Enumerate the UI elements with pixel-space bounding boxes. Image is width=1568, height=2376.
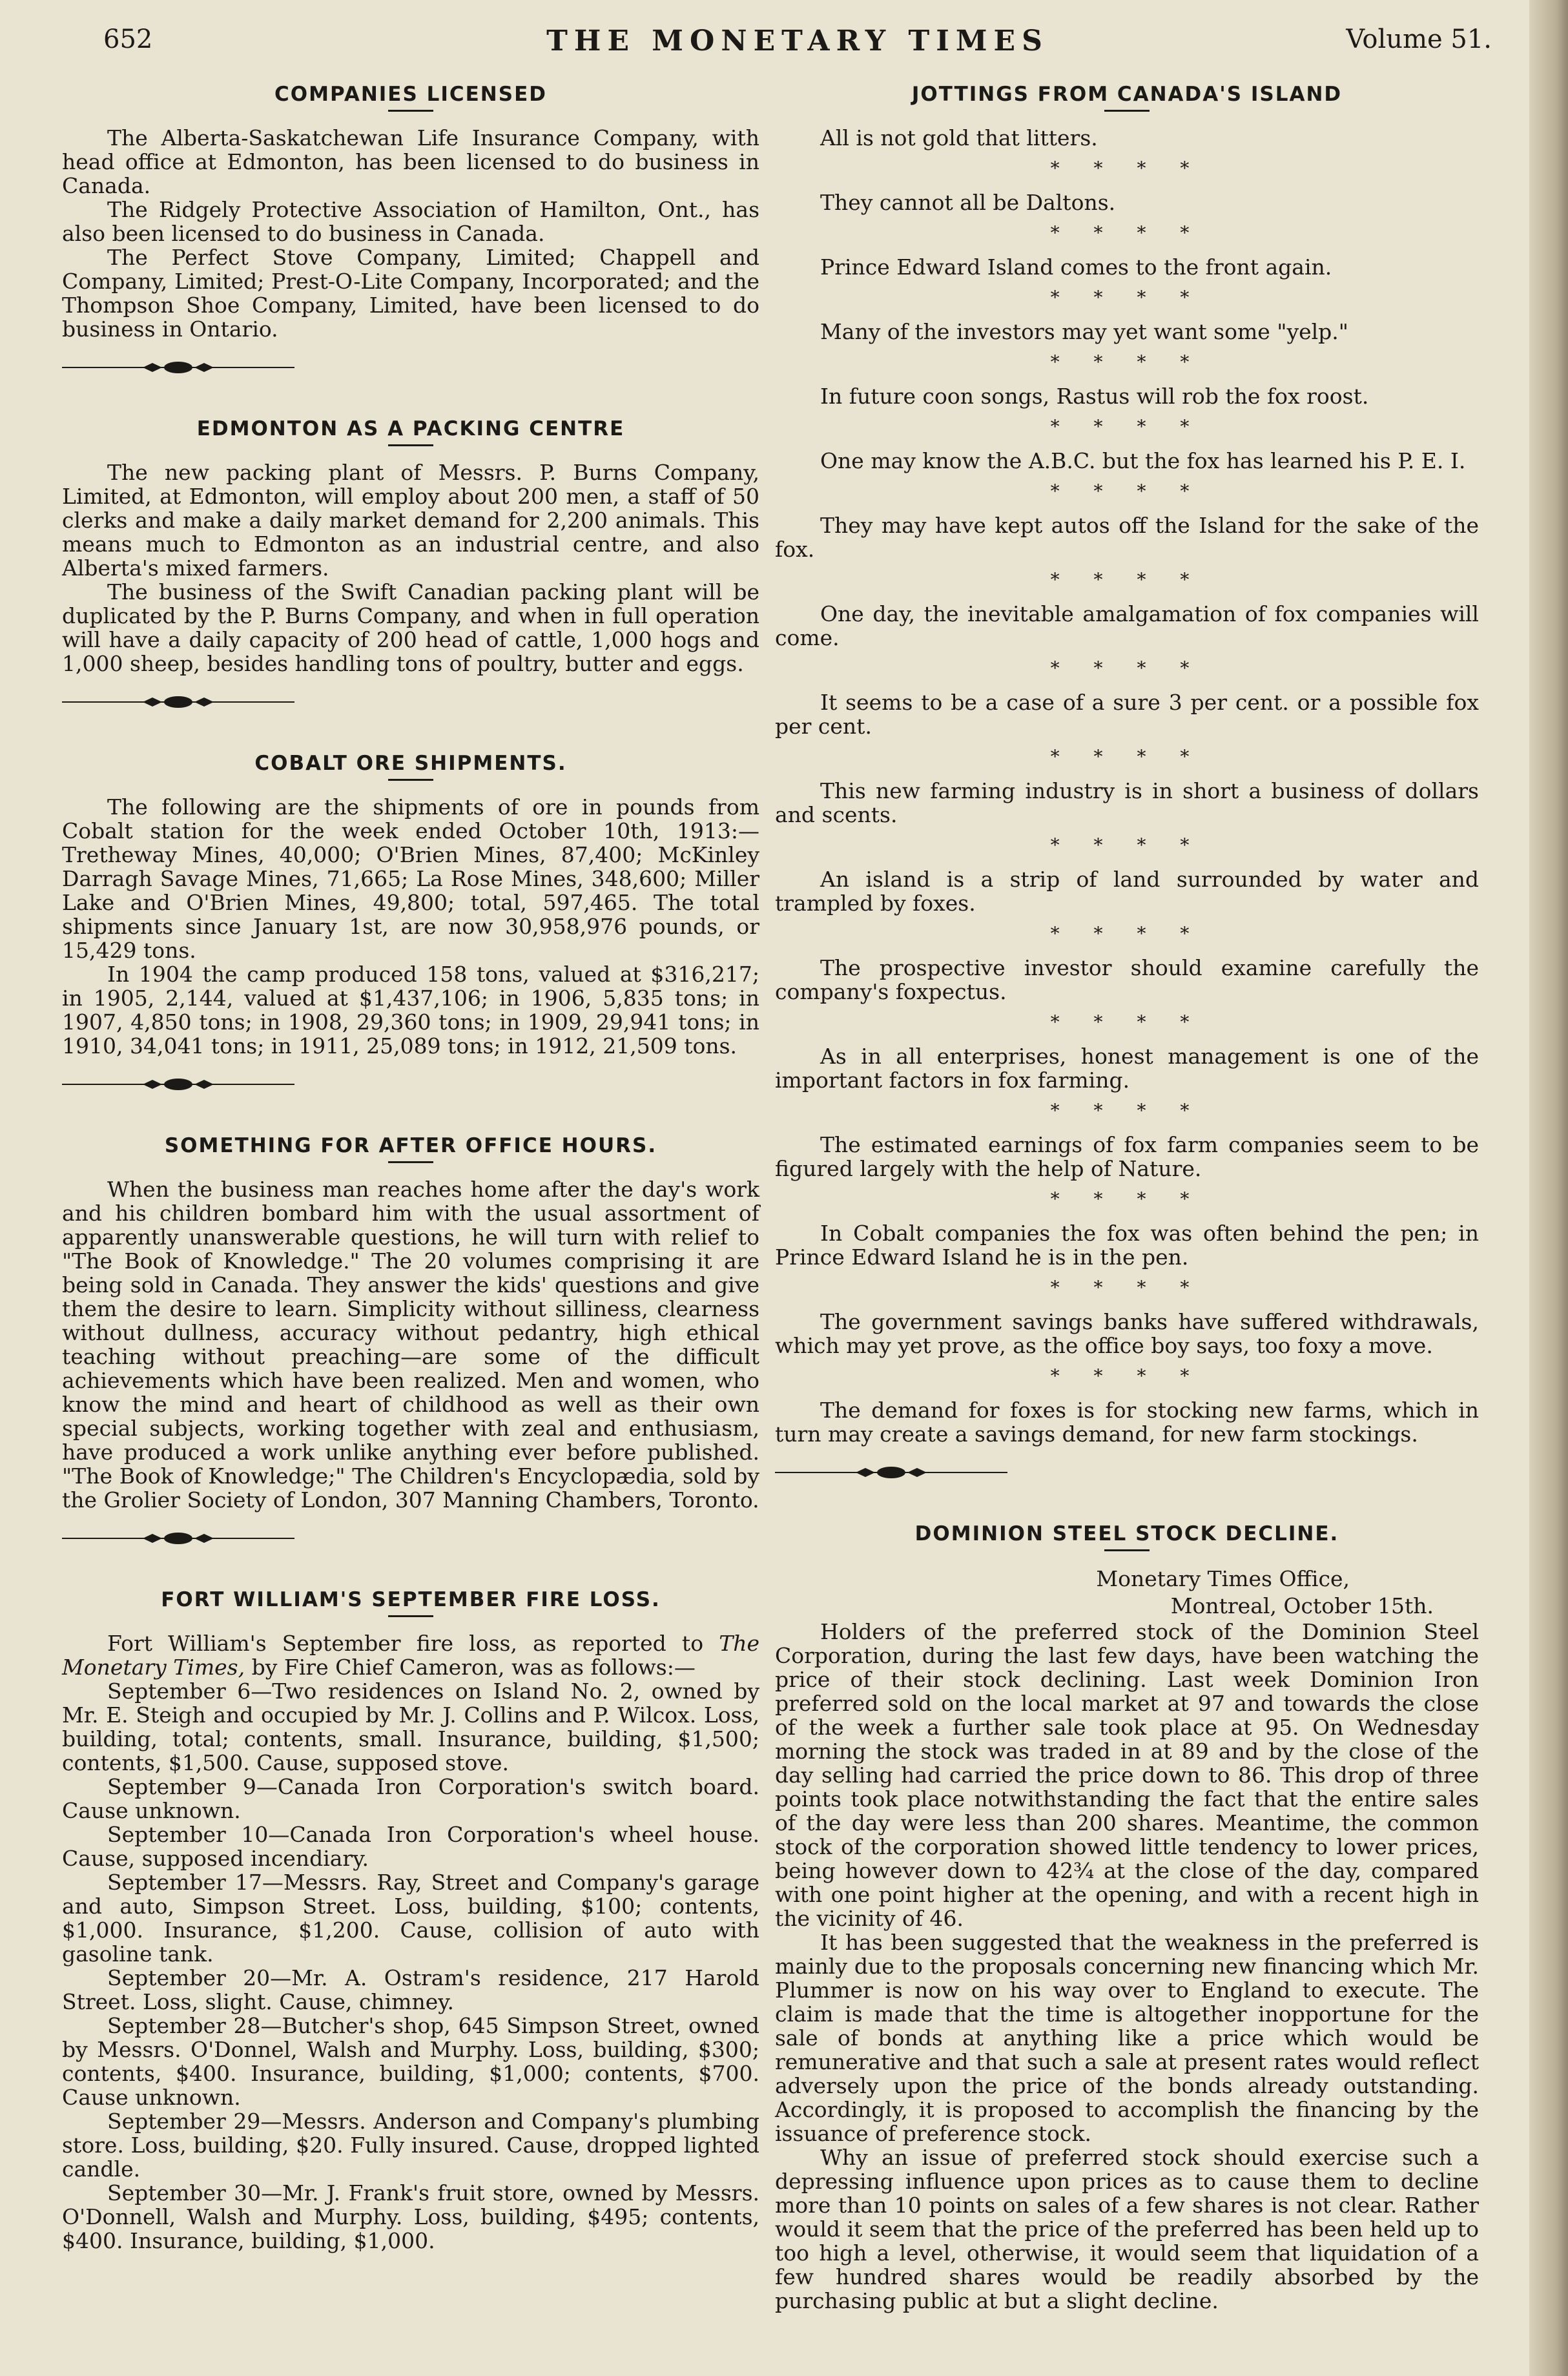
star-separator: * * * * <box>1050 1188 1204 1210</box>
article-paragraph: It has been suggested that the weakness in the preferred is mainly due to the proposals concerning new financing which Mr. Plummer is now on his way over to England to execute. The claim is made that the time is altogether inopportune for the sale of bonds at anything like a price which would be remunerative and that such a sale at present rates would reflect adversely upon the price of the bonds already outstanding. Accordingly, it is proposed to accomplish the financing by the issuance of preference stock. <box>775 1930 1479 2146</box>
title-rule <box>388 444 433 446</box>
title-rule <box>388 1161 433 1163</box>
star-separator: * * * * <box>1050 1277 1204 1298</box>
title-rule <box>388 110 433 112</box>
jotting-item: It seems to be a case of a sure 3 per cent. or a possible fox per cent. <box>775 690 1479 739</box>
jottings-list <box>775 126 1479 1446</box>
publication-name: The Monetary Times, <box>62 1631 759 1680</box>
jottings-article <box>775 83 1479 1504</box>
article-title: SOMETHING FOR AFTER OFFICE HOURS. <box>164 1134 657 1157</box>
article-intro <box>62 1631 759 1679</box>
edmonton-packing-article <box>62 417 759 734</box>
article-paragraph: The Alberta-Saskatchewan Life Insurance Company, with head office at Edmonton, has been licensed to do business in Canada. <box>62 125 759 198</box>
star-separator: * * * * <box>1050 158 1204 179</box>
jotting-item: The estimated earnings of fox farm companies seem to be figured largely with the help of Nature. <box>775 1132 1479 1181</box>
jotting-item: This new farming industry is in short a business of dollars and scents. <box>775 778 1479 827</box>
fire-loss-article <box>62 1588 759 2253</box>
page-edge-shadow <box>1529 0 1568 2376</box>
ornament-divider <box>62 358 294 377</box>
intro-text: by Fire Chief Cameron, was as follows:— <box>245 1655 696 1680</box>
jotting-item: Prince Edward Island comes to the front again. <box>820 254 1332 280</box>
star-separator: * * * * <box>1050 351 1204 373</box>
page-number: 652 <box>103 25 153 54</box>
article-paragraph: Holders of the preferred stock of the Dominion Steel Corporation, during the last few days, have been watching the price of their stock declining. Last week Dominion Iron preferred sold on the local market at 97 and towards the close of the week a further sale took place at 95. On Wednesday morning the stock was traded in at 89 and by the close of the day selling had carried the price down to 86. This drop of three points took place notwithstanding the fact that the entire sales of the day were less than 200 shares. Meantime, the common stock of the corporation showed little tendency to lower prices, being however down to 42¾ at the close of the day, compared with one point higher at the opening, and with a recent high in the vicinity of 46. <box>775 1619 1479 1931</box>
fire-entry: September 29—Messrs. Anderson and Company's plumbing store. Loss, building, $20. Fully insured. Cause, dropped lighted candle. <box>62 2109 759 2182</box>
article-paragraph: Why an issue of preferred stock should exercise such a depressing influence upon prices as to cause them to decline more than 10 points on sales of a few shares is not clear. Rather would it seem that the price of the preferred has been held up to too high a level, otherwise, it would seem that liquidation of a few hundred shares would be readily absorbed by the purchasing public at but a slight decline. <box>775 2145 1479 2313</box>
fire-entry: September 28—Butcher's shop, 645 Simpson Street, owned by Messrs. O'Donnel, Walsh and Murphy. Loss, building, $300; contents, $400. Insurance, building, $1,000; contents, $700. Cause unknown. <box>62 2013 759 2110</box>
star-separator: * * * * <box>1050 923 1204 944</box>
dominion-steel-article <box>775 1522 1479 2313</box>
jotting-item: Many of the investors may yet want some "yelp." <box>820 319 1348 344</box>
star-separator: * * * * <box>1050 569 1204 590</box>
publication-title: THE MONETARY TIMES <box>546 25 1049 57</box>
companies-licensed-article <box>62 83 759 399</box>
ornament-divider <box>62 1075 294 1094</box>
fire-entry: September 9—Canada Iron Corporation's switch board. Cause unknown. <box>62 1774 759 1823</box>
fire-entry: September 17—Messrs. Ray, Street and Company's garage and auto, Simpson Street. Loss, building, $100; contents, $1,000. Insurance, $1,200. Cause, collision of auto with gasoline tank. <box>62 1870 759 1967</box>
article-paragraph: In 1904 the camp produced 158 tons, valued at $316,217; in 1905, 2,144, valued at $1,437,106; in 1906, 5,835 tons; in 1907, 4,850 tons; in 1908, 29,360 tons; in 1909, 29,941 tons; in 1910, 34,041 tons; in 1911, 25,089 tons; in 1912, 21,509 tons. <box>62 962 759 1059</box>
dateline-date: Montreal, October 15th. <box>1170 1593 1434 1618</box>
article-title: FORT WILLIAM'S SEPTEMBER FIRE LOSS. <box>161 1588 661 1611</box>
dateline-office: Monetary Times Office, <box>1096 1566 1350 1591</box>
page-header <box>103 25 1492 63</box>
jotting-item: All is not gold that litters. <box>820 125 1098 150</box>
title-rule <box>388 1615 433 1617</box>
star-separator: * * * * <box>1050 222 1204 243</box>
jotting-item: The government savings banks have suffered withdrawals, which may yet prove, as the office boy says, too foxy a move. <box>775 1309 1479 1358</box>
ornament-divider <box>775 1463 1007 1482</box>
title-rule <box>1104 110 1150 112</box>
fire-entry: September 6—Two residences on Island No. 2, owned by Mr. E. Steigh and occupied by Mr. J. Collins and P. Wilcox. Loss, building, total; contents, small. Insurance, building, $1,500; contents, $1,500. Cause, supposed stove. <box>62 1679 759 1775</box>
star-separator: * * * * <box>1050 657 1204 679</box>
left-column <box>62 76 759 2271</box>
title-rule <box>388 779 433 781</box>
article-title: COMPANIES LICENSED <box>274 83 547 106</box>
after-office-hours-article <box>62 1134 759 1570</box>
star-separator: * * * * <box>1050 1011 1204 1033</box>
fire-entry: September 30—Mr. J. Frank's fruit store, owned by Messrs. O'Donnell, Walsh and Murphy. Loss, building, $495; contents, $400. Insurance, building, $1,000. <box>62 2180 759 2253</box>
article-paragraph: The new packing plant of Messrs. P. Burns Company, Limited, at Edmonton, will employ about 200 men, a staff of 50 clerks and make a daily market demand for 2,200 animals. This means much to Edmonton as an industrial centre, and also Alberta's mixed farmers. <box>62 460 759 581</box>
jotting-item: As in all enterprises, honest management is one of the important factors in fox farming. <box>775 1044 1479 1093</box>
article-title: COBALT ORE SHIPMENTS. <box>254 752 567 775</box>
ornament-divider <box>62 1529 294 1548</box>
star-separator: * * * * <box>1050 1365 1204 1387</box>
article-paragraph: The business of the Swift Canadian packing plant will be duplicated by the P. Burns Company, and when in full operation will have a daily capacity of 200 head of cattle, 1,000 hogs and 1,000 sheep, besides handling tons of poultry, butter and eggs. <box>62 579 759 676</box>
star-separator: * * * * <box>1050 746 1204 767</box>
intro-text: Fort William's September fire loss, as reported to <box>107 1631 719 1656</box>
star-separator: * * * * <box>1050 1100 1204 1121</box>
jotting-item: One may know the A.B.C. but the fox has learned his P. E. I. <box>820 448 1466 473</box>
right-column <box>775 76 1479 2331</box>
article-title: DOMINION STEEL STOCK DECLINE. <box>914 1522 1339 1545</box>
article-paragraph: The following are the shipments of ore in pounds from Cobalt station for the week ended October 10th, 1913:—Tretheway Mines, 40,000; O'Brien Mines, 87,400; McKinley Darragh Savage Mines, 71,665; La Rose Mines, 348,600; Miller Lake and O'Brien Mines, 49,800; total, 597,465. The total shipments since January 1st, are now 30,958,976 pounds, or 15,429 tons. <box>62 794 759 963</box>
jotting-item: They may have kept autos off the Island for the sake of the fox. <box>775 513 1479 562</box>
fire-entry: September 10—Canada Iron Corporation's wheel house. Cause, supposed incendiary. <box>62 1822 759 1871</box>
cobalt-shipments-article <box>62 752 759 1116</box>
fire-entry: September 20—Mr. A. Ostram's residence, 217 Harold Street. Loss, slight. Cause, chimney. <box>62 1965 759 2014</box>
article-paragraph: The Ridgely Protective Association of Hamilton, Ont., has also been licensed to do business in Canada. <box>62 197 759 246</box>
article-paragraph: When the business man reaches home after the day's work and his children bombard him with the usual assortment of apparently unanswerable questions, he will turn with relief to "The Book of Knowledge." The 20 volumes comprising it are being sold in Canada. They answer the kids' questions and give them the desire to learn. Simplicity without silliness, clearness without dullness, accuracy without pedantry, high ethical teaching without preaching—are some of the difficult achievements which have been realized. Men and women, who know the mind and heart of childhood as well as their own special subjects, working together with zeal and enthusiasm, have produced a work unlike anything ever before published. "The Book of Knowledge;" The Children's Encyclopædia, sold by the Grolier Society of London, 307 Manning Chambers, Toronto. <box>62 1177 759 1513</box>
jotting-item: In future coon songs, Rastus will rob the fox roost. <box>820 384 1369 409</box>
jotting-item: They cannot all be Daltons. <box>820 190 1116 215</box>
star-separator: * * * * <box>1050 480 1204 502</box>
article-title: JOTTINGS FROM CANADA'S ISLAND <box>911 83 1343 106</box>
jotting-item: An island is a strip of land surrounded by water and trampled by foxes. <box>775 867 1479 916</box>
ornament-divider <box>62 692 294 712</box>
title-rule <box>1104 1549 1150 1551</box>
star-separator: * * * * <box>1050 834 1204 856</box>
article-paragraph: The Perfect Stove Company, Limited; Chappell and Company, Limited; Prest-O-Lite Company, Incorporated; and the Thompson Shoe Company, Limited, have been licensed to do business in Ontario. <box>62 245 759 342</box>
star-separator: * * * * <box>1050 416 1204 437</box>
jotting-item: In Cobalt companies the fox was often behind the pen; in Prince Edward Island he is in the pen. <box>775 1221 1479 1270</box>
star-separator: * * * * <box>1050 287 1204 308</box>
volume-label: Volume 51. <box>1346 25 1492 54</box>
article-title: EDMONTON AS A PACKING CENTRE <box>196 417 625 440</box>
jotting-item: The prospective investor should examine carefully the company's foxpectus. <box>775 955 1479 1004</box>
jotting-item: One day, the inevitable amalgamation of fox companies will come. <box>775 601 1479 650</box>
jotting-item: The demand for foxes is for stocking new farms, which in turn may create a savings demand, for new farm stockings. <box>775 1398 1479 1447</box>
